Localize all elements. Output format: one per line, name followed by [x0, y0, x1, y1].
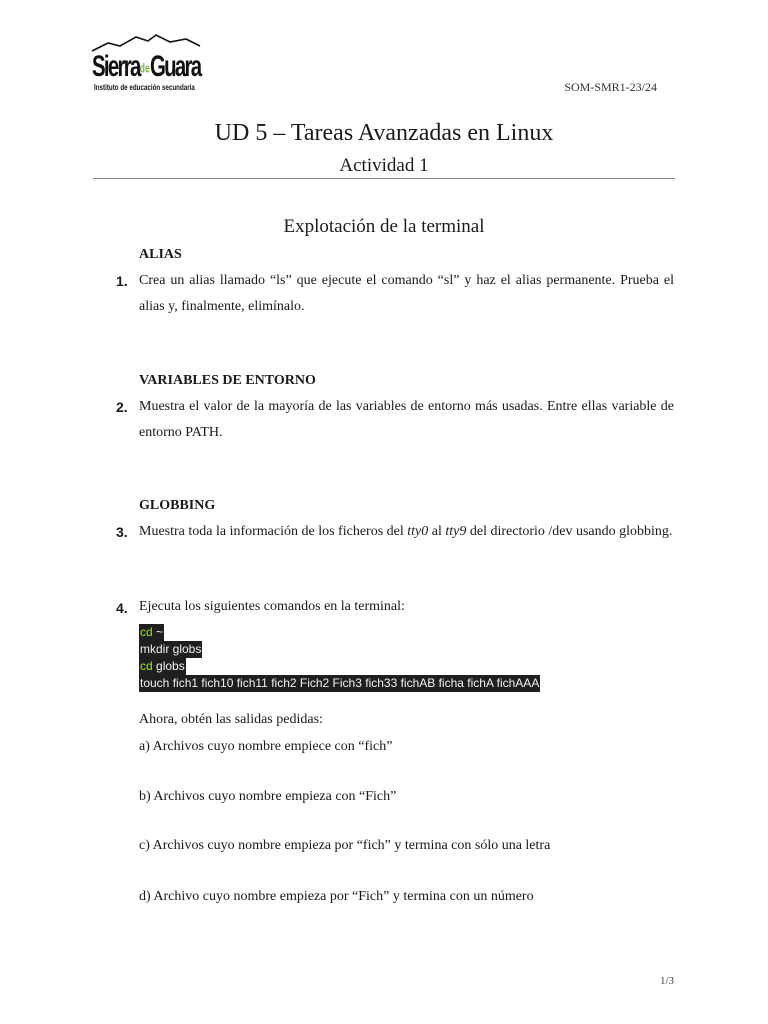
heading-variables: VARIABLES DE ENTORNO — [139, 373, 316, 388]
exercise-number-1: 1. — [116, 273, 128, 289]
code-line: cd globs — [140, 659, 185, 673]
question-c: c) Archivos cuyo nombre empieza por “fich” y termina con sólo una letra — [139, 838, 551, 853]
section-title: Explotación de la terminal — [283, 216, 485, 237]
page-subtitle: Actividad 1 — [339, 155, 429, 176]
exercise-text-4: Ejecuta los siguientes comandos en la terminal: — [139, 599, 405, 614]
code-line: cd ~ — [140, 625, 164, 639]
school-logo — [90, 32, 202, 94]
outputs-prompt: Ahora, obtén las salidas pedidas: — [139, 712, 323, 727]
code-line: mkdir globs — [140, 642, 202, 656]
page-title: UD 5 – Tareas Avanzadas en Linux — [214, 120, 554, 146]
code-line: touch fich1 fich10 fich11 fich2 Fich2 Fich3 fich33 fichAB ficha fichA fichAAA — [140, 676, 540, 690]
question-b: b) Archivos cuyo nombre empieza con “Fich” — [139, 789, 397, 804]
exercise-text-3: Muestra toda la información de los ficheros del tty0 al tty9 del directorio /dev usando globbing. — [139, 524, 673, 539]
exercise-number-2: 2. — [116, 399, 128, 415]
logo-wordmark: SierradeGuara — [92, 50, 201, 83]
question-d: d) Archivo cuyo nombre empieza por “Fich” y termina con un número — [139, 889, 534, 904]
page-number: 1/3 — [659, 975, 674, 987]
exercise-number-3: 3. — [116, 524, 128, 540]
heading-globbing: GLOBBING — [139, 498, 216, 513]
mountain-icon — [90, 32, 202, 52]
document-code: SOM-SMR1-23/24 — [564, 80, 657, 94]
logo-subtitle: Instituto de educación secundaria — [94, 83, 195, 92]
heading-alias: ALIAS — [139, 247, 182, 262]
title-divider — [93, 178, 675, 179]
exercise-number-4: 4. — [116, 600, 128, 616]
terminal-code-block — [139, 624, 540, 692]
exercise-text-2: Muestra el valor de la mayoría de las variables de entorno más usadas. Entre ellas variable de entorno PATH. — [139, 399, 674, 440]
question-a: a) Archivos cuyo nombre empiece con “fich” — [139, 739, 393, 754]
exercise-text-1: Crea un alias llamado “ls” que ejecute el comando “sl” y haz el alias permanente. Prueba el alias y, finalmente, elimínalo. — [139, 273, 674, 314]
